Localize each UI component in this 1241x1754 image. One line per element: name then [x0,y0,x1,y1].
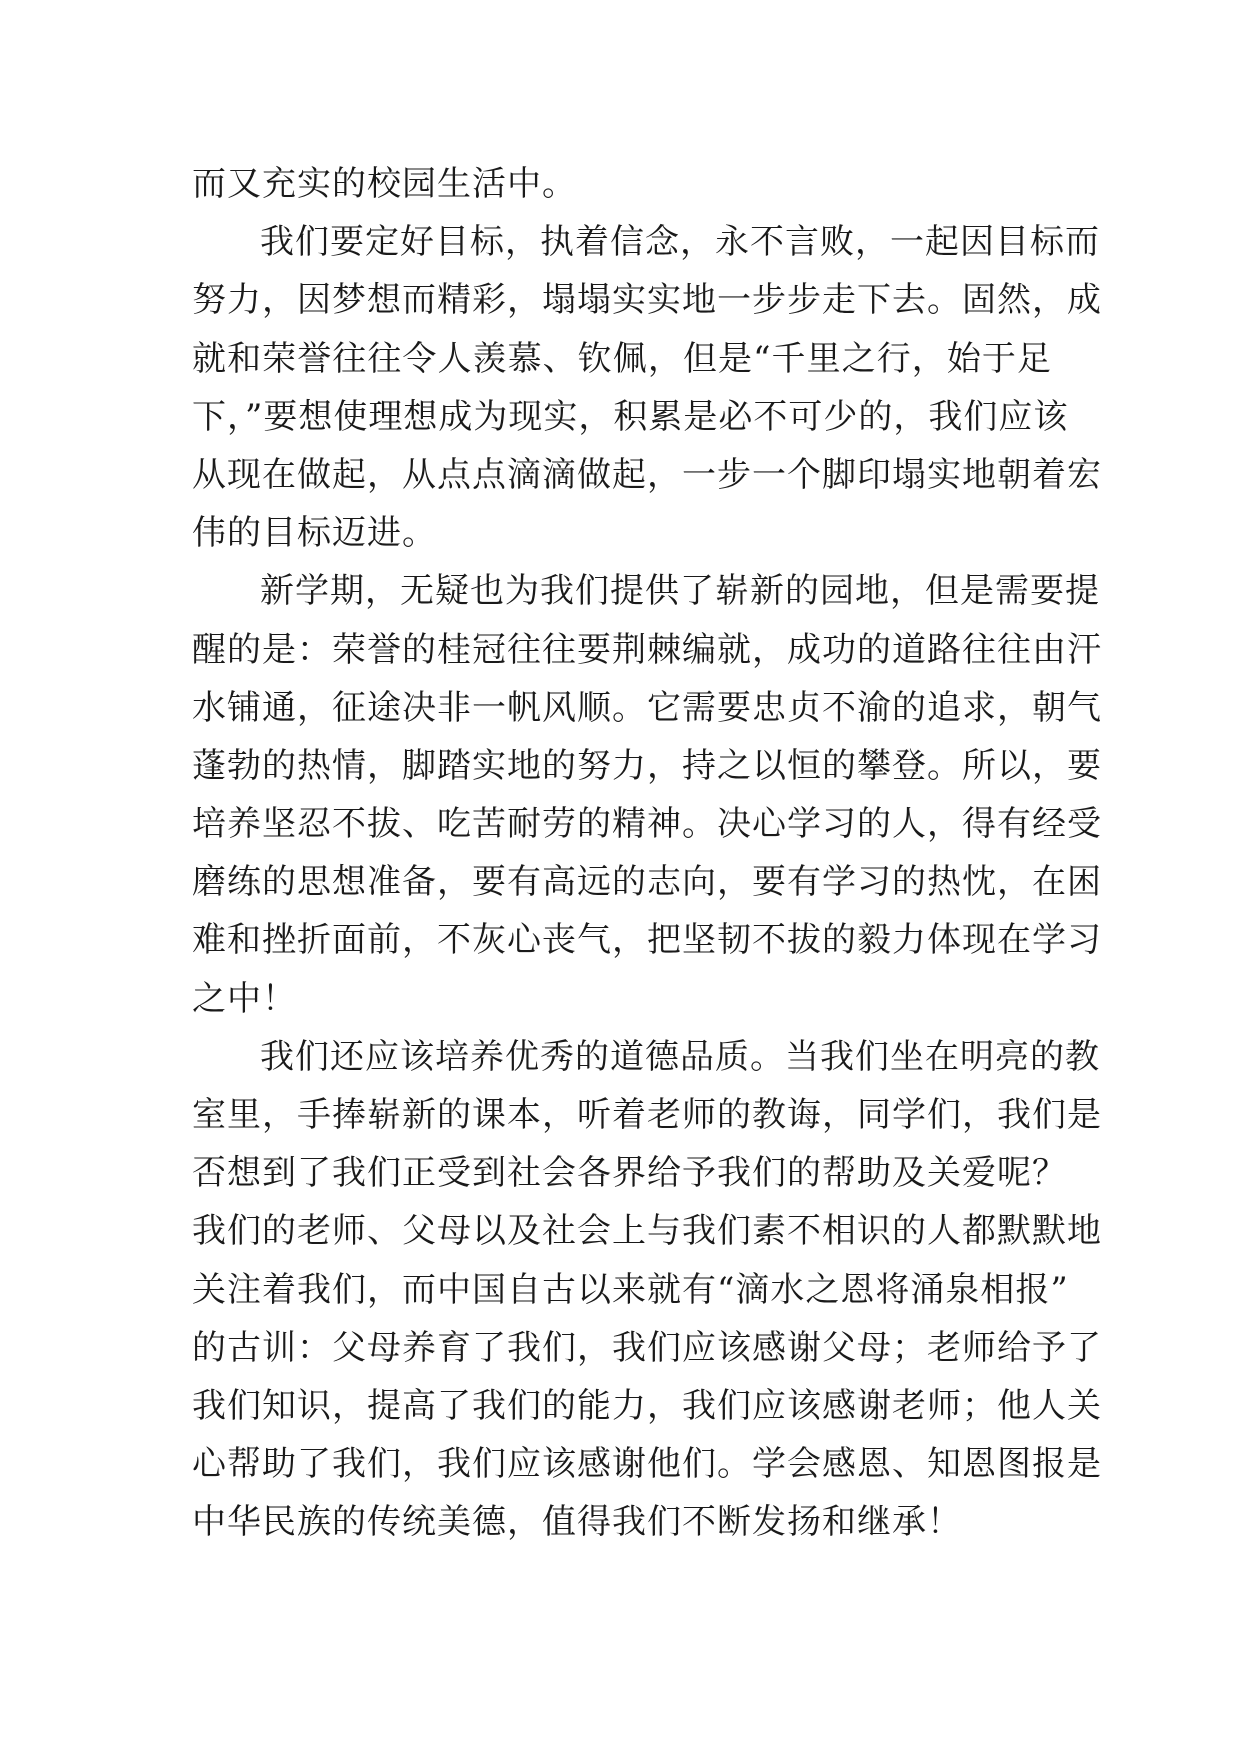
text-line: 醒的是：荣誉的桂冠往往要荆棘编就，成功的道路往往由汗 [192,629,1102,670]
text-line: 中华民族的传统美德，值得我们不断发扬和继承！ [192,1502,962,1543]
text-line: 心帮助了我们，我们应该感谢他们。学会感恩、知恩图报是 [192,1444,1102,1485]
text-line: 蓬勃的热情，脚踏实地的努力，持之以恒的攀登。所以，要 [192,745,1102,786]
text-line: 的古训：父母养育了我们，我们应该感谢父母；老师给予了 [192,1327,1102,1368]
text-line: 下，”要想使理想成为现实，积累是必不可少的，我们应该 [192,396,1069,437]
text-line: 新学期，无疑也为我们提供了崭新的园地，但是需要提 [260,571,1100,612]
text-line: 伟的目标迈进。 [192,513,437,554]
text-line: 否想到了我们正受到社会各界给予我们的帮助及关爱呢？ [192,1153,1067,1194]
text-line: 我们知识，提高了我们的能力，我们应该感谢老师；他人关 [192,1385,1102,1426]
text-line: 我们还应该培养优秀的道德品质。当我们坐在明亮的教 [260,1036,1100,1077]
text-line: 关注着我们，而中国自古以来就有“滴水之恩将涌泉相报” [192,1269,1069,1310]
text-line: 从现在做起，从点点滴滴做起，一步一个脚印塌实地朝着宏 [192,454,1102,495]
text-line: 磨练的思想准备，要有高远的志向，要有学习的热忱，在困 [192,862,1102,903]
document-body [192,155,1102,1552]
text-line: 努力，因梦想而精彩，塌塌实实地一步步走下去。固然，成 [192,280,1102,321]
text-line: 难和挫折面前，不灰心丧气，把坚韧不拔的毅力体现在学习 [192,920,1102,961]
text-line: 室里，手捧崭新的课本，听着老师的教诲，同学们，我们是 [192,1095,1102,1135]
text-line: 就和荣誉往往令人羡慕、钦佩，但是“千里之行，始于足 [192,338,1052,379]
text-line: 我们的老师、父母以及社会上与我们素不相识的人都默默地 [192,1211,1102,1252]
text-line: 培养坚忍不拔、吃苦耐劳的精神。决心学习的人，得有经受 [192,804,1102,845]
text-line: 之中！ [192,978,297,1019]
text-line: 水铺通，征途决非一帆风顺。它需要忠贞不渝的追求，朝气 [192,687,1102,728]
text-line: 而又充实的校园生活中。 [192,164,577,204]
text-line: 我们要定好目标，执着信念，永不言败，一起因目标而 [260,222,1100,263]
